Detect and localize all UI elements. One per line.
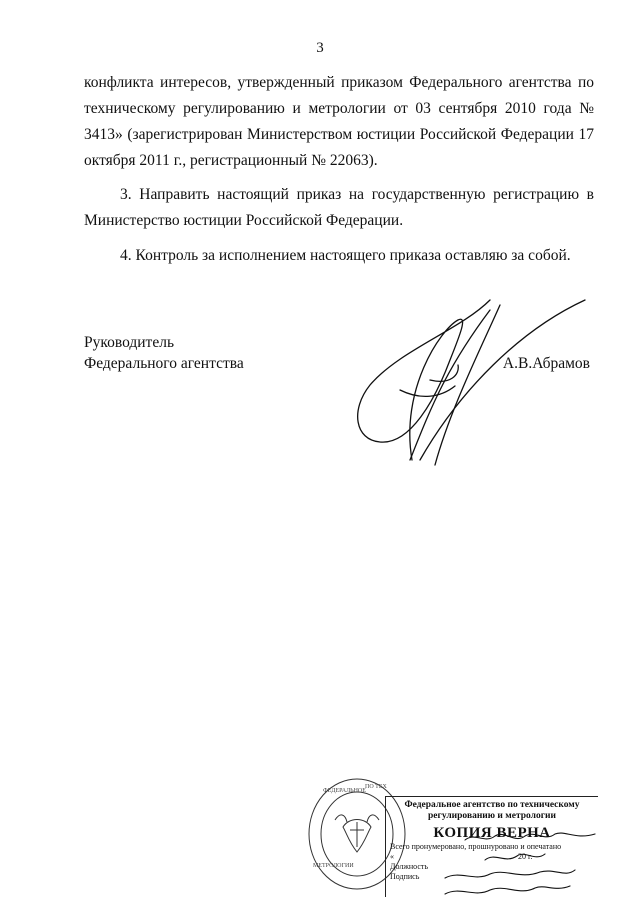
paragraph-item-3 — [84, 182, 594, 234]
paragraph-item-4-text: 4. Контроль за исполнением настоящего приказа оставляю за собой. — [120, 247, 571, 264]
signatory-name: А.В.Абрамов — [502, 355, 590, 372]
stamp-org-line1: Федеральное агентство по техническому — [404, 800, 580, 810]
svg-text:МЕТРОЛОГИИ: МЕТРОЛОГИИ — [313, 863, 354, 869]
stamp-handwritten-fill — [405, 830, 605, 902]
signatory-title-line2: Федерального агентства — [84, 355, 244, 372]
svg-text:ПО ТЕХ: ПО ТЕХ — [365, 784, 387, 790]
signatory-title-line1: Руководитель — [84, 334, 175, 351]
stamp-date-year: 20 — [518, 852, 526, 861]
stamp-date-suffix: г. — [528, 852, 533, 861]
stamp-org-line2: регулированию и метрологии — [428, 811, 556, 821]
handwritten-signature — [340, 290, 590, 470]
paragraph-item-4 — [84, 243, 594, 269]
stamp-position-line: Должность — [390, 862, 429, 871]
stamp-date-prefix: « — [390, 852, 394, 861]
paragraph-continuation: конфликта интересов, утвержденный приказом Федерального агентства по техническому регулированию и метрологии от 03 сентября 2010 года № 3413» (зарегистрирован Министерством юстиции Российской Федерации 17 октября 2011 г., регистрационный № 22063). — [84, 74, 594, 169]
stamp-organization — [386, 797, 598, 822]
stamp-copy-label: КОПИЯ ВЕРНА — [433, 825, 551, 841]
stamp-stitched-line: Всего пронумеровано, прошнуровано и опечатано — [390, 842, 562, 851]
svg-text:ФЕДЕРАЛЬНОЕ: ФЕДЕРАЛЬНОЕ — [323, 788, 366, 794]
paragraph-item-3-text: 3. Направить настоящий приказ на государственную регистрацию в Министерство юстиции Российской Федерации. — [84, 186, 594, 229]
stamp-sign-line: Подпись — [390, 872, 420, 881]
page-number: 3 — [316, 40, 324, 56]
signatory-title — [84, 332, 244, 374]
